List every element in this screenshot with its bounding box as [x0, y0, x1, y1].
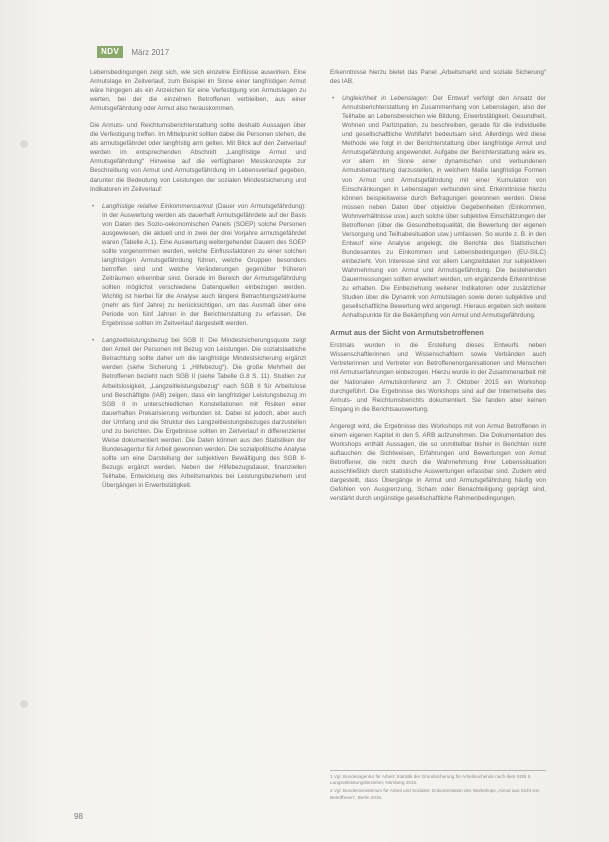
- right-column: [330, 68, 546, 511]
- footnote: 1 Vgl. Bundesagentur für Arbeit: Statistik der Grundsicherung für Arbeitsuchende nach dem SGB II. Langzeitleistungsbezieher, Nürnberg 2016.: [330, 774, 532, 786]
- list-item-text: (Dauer von Armutsgefährdung): In der Auswertung werden als dauerhaft Armutsgefährdete auf der Basis von Daten des Sozio-oekonomischen Panels (SOEP) solche Personen ausgewiesen, die aktuell und in zwei der drei Vorjahre armutsgefährdet waren (Tabelle A.1). Eine Auswertung weitergehender Dauern des SOEP sollte vorgenommen werden, welche Einflussfaktoren zu einer solchen langfristigen Armutsgefährdung führen, welche Gruppen besonders betroffen sind und welche Veränderungen gegenüber früheren Zeiträumen erkennbar sind. Gerade im Bereich der Armutsgefährdung sollten möglichst verschiedene Datenquellen einbezogen werden. Wichtig ist hierbei für die Analyse auch längere Betrachtungszeiträume (mehr als fünf Jahre) zu berücksichtigen, um das Ausmaß über eine Periode von fünf Jahren in der Berichterstattung zu erfassen. Die Ergebnisse sollten im Zeitverlauf dargestellt werden.: [102, 202, 307, 328]
- bullet-list: [90, 202, 306, 490]
- footnotes: [330, 770, 546, 803]
- list-item-lead: Ungleichheit in Lebenslagen:: [342, 95, 429, 103]
- section-heading: Armut aus der Sicht von Armutsbetroffenen: [330, 328, 484, 338]
- punch-hole: [20, 700, 28, 708]
- page-number: 98: [74, 812, 83, 821]
- list-item: [102, 202, 306, 329]
- list-item-text: bei SGB II: Die Mindestsicherungsquote zeigt den Anteil der Personen mit Bezug von Leistungen. Die sozialstaatliche Betrachtung sollte daher um die langfristige Mindestsicherung ergänzt werden (siehe Sicherung 1 „Hilfebezug“). Die große Mehrheit der Betroffenen bezieht nach SGB II (siehe Tabelle G.8 S. 11). Studien zur Arbeitslosigkeit, „Langzeitleistungsbezug“ nach SGB II für Arbeitslose und Beschäftigte (IAB) zeigen, dass ein langfristiger Leistungsbezug im SGB II in unterschiedlichen Konstellationen mit Risiken einer dauerhaften Prekarisierung verbunden ist. Dabei ist jedoch, aber auch der Umfang und die Struktur des Langzeitleistungsbezuges darzustellen und zu berichten. Die Ergebnisse sollten im Zeitverlauf in differenzierter Weise dokumentiert werden. Die Daten können aus den Statistiken der Bundesagentur für Arbeit gewonnen werden. Die sozialpolitische Analyse sollte um eine Darstellung der subjektiven Bewältigung des SGB II-Bezugs ergänzt werden. Neben der Hilfebezugsdauer, finanziellen Teilhabe, Entwicklung des Arbeitsmarktes bei Leistungsbeziehern und Übergängen in Erwerbstätigkeit.: [102, 337, 306, 490]
- list-item-lead: Langfristige relative Einkommensarmut: [102, 202, 213, 210]
- left-column: [90, 68, 306, 498]
- paragraph: Lebensbedingungen zeigt sich, wie sich einzelne Einflüsse auswirken. Eine Armutslage im Zeitverlauf, zum Beispiel im Sinne einer langfristigen Armut wäre hingegen als ein Anzeichen für eine Verfestigung von Armutslagen zu werten, bei der die einzelnen Betroffenen verbleiben, aus einer Armutsgefährdung oder Armut also herauskommen.: [90, 69, 306, 113]
- list-item: [342, 94, 546, 320]
- footnote: 2 Vgl. Bundesministerium für Arbeit und Soziales: Dokumentation des Workshops „Armut aus Sicht von Betroffenen“, Berlin 2015.: [330, 788, 540, 800]
- list-item-text: Der Entwurf verfolgt den Ansatz der Armutsberichterstattung im Zusammenhang von Lebenslagen, also der Teilhabe an Lebensbereichen wie Bildung, Erwerbstätigkeit, Gesundheit, Wohnen und Partizipation, zu beschreiben, gerade für die individuelle und gesellschaftliche Wohlfahrt bedeutsam sind. Allerdings wird diese Methode wie folgt in der Berichterstattung über langfristige Armut und Armutsgefährdung angewendet. Aufgabe der Berichterstattung wäre es, vor allem im Sinne einer dynamischen und verbundenen Armutsbetrachtung darzustellen, in welchem Maße langfristige Formen von Armut und Armutsgefährdung mit einer Kumulation von Einschränkungen in Lebenslagen verbunden sind. Erkenntnisse hierzu können beispielsweise durch Befragungen gewonnen werden. Diese müssen neben Daten über objektive Gegebenheiten (Einkommen, Wohnverhältnisse usw.) auch solche über subjektive Einschätzungen der Betroffenen (über die Gesundheitsqualität, die Bewertung der eigenen Versorgung und Teilhabesituation usw.) umfassen. So wurde z. B. in den Entwurf eine Analyse angelegt, die Berichte des Statistischen Bundesamtes zu Einkommen und Lebensbedingungen (EU-SILC) einbezieht. Von Interesse sind vor allem Langzeitdaten zur subjektiven Wahrnehmung von Armut und Armutsgefährdung. Die bestehenden Dauermessungen sollten erweitert werden, um ergänzende Erkenntnisse zu erhalten. Die Einbeziehung weiterer Indikatoren oder zusätzlicher Studien über die Dynamik von Armutslagen sowie deren subjektive und gesellschaftliche Bewertung wird angeregt. Hieraus ergeben sich weitere Anhaltspunkte für die Bekämpfung von Armut und Armutsgefährdung.: [342, 95, 547, 320]
- paragraph: Die Armuts- und Reichtumsberichterstattung sollte deshalb Aussagen über die Verfestigung treffen. Im Mittelpunkt sollten dabei die Personen stehen, die als armutsgefährdet oder langfristig arm gelten. Mit Blick auf den Zeitverlauf werden im entsprechenden Abschnitt „Langfristige Armut und Armutsgefährdung“ Hinweise auf die verfügbaren Messkonzepte zur Beschreibung von Armut und Armutsgefährdung im Lebensverlauf gegeben, darunter die Bedeutung von Leistungen der sozialen Mindestsicherung und Indikatoren im Zeitverlauf:: [90, 122, 306, 193]
- punch-hole: [20, 140, 28, 148]
- list-item-lead: Langzeitleistungsbezug: [102, 337, 168, 345]
- bullet-list: [330, 94, 546, 320]
- list-item: [102, 336, 306, 490]
- page-header: [97, 46, 169, 58]
- issue-date: März 2017: [131, 47, 170, 57]
- paragraph: Erstmals wurden in die Erstellung dieses Entwurfs neben Wissenschaftlerinnen und Wissenschaftlern sowie Verbänden auch Vertreterinnen und Vertreter von Betroffenenorganisationen und Menschen mit Armutserfahrungen einbezogen. Hierzu wurde in der Zusammenarbeit mit der Nationalen Armutskonferenz am 7. Oktober 2015 ein Workshop durchgeführt. Die Ergebnisse des Workshops sind auf der Internetseite des Armuts- und Reichtumsberichts dokumentiert. Sie fanden aber keinen Eingang in die Berichtsauswertung.: [330, 342, 546, 413]
- paragraph: Angeregt wird, die Ergebnisse des Workshops mit von Armut Betroffenen in einem eigenen Kapitel in den 5. ARB aufzunehmen. Die Dokumentation des Workshops enthält Aussagen, die so unmittelbar bisher in Berichten nicht auftauchen: die Sichtweisen, Erfahrungen und Bewertungen von Armut Betroffener, die nicht durch die Wahrnehmung ihrer Lebenssituation ausschließlich durch statistische Auswertungen erfassbar sind. Zudem wird dargestellt, dass Übergänge in Armut und Armutsgefährdung häufig von Gefühlen von Ausgrenzung, Scham oder Benachteiligung geprägt sind, verstärkt durch ungünstige gesellschaftliche Rahmenbedingungen.: [330, 422, 546, 503]
- journal-badge: NDV: [97, 46, 123, 58]
- paragraph: Erkenntnisse hierzu bietet das Panel „Arbeitsmarkt und soziale Sicherung“ des IAB.: [330, 69, 546, 86]
